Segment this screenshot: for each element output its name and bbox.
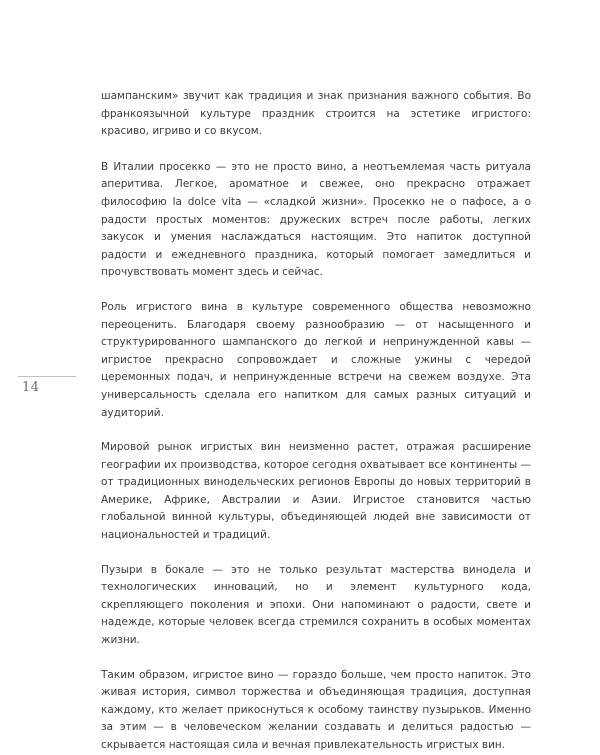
body-text <box>101 88 531 755</box>
paragraph: Роль игристого вина в культуре современного общества невозможно переоценить. Благодаря своему разнообразию — от насыщенного и структурированного шампанского до легкой и непринужденной кавы — игристое прекрасно сопровождает и сложные ужины с чередой церемонных подач, и непринужденные встречи на свежем воздухе. Эта универсальность сделала его напитком для самых разных ситуаций и аудиторий. <box>101 300 531 419</box>
paragraph: В Италии просекко — это не просто вино, а неотъемлемая часть ритуала аперитива. Легкое, ароматное и свежее, оно прекрасно отражает философию la dolce vita — «сладкой жизни». Просекко не о пафосе, а о радости простых моментов: дружеских встреч после работы, легких закусок и умения наслаждаться настоящим. Это напиток доступной радости и ежедневного праздника, который помогает замедлиться и прочувствовать момент здесь и сейчас. <box>101 160 531 279</box>
paragraph: шампанским» звучит как традиция и знак признания важного события. Во франкоязычной культуре праздник строится на эстетике игристого: красиво, игриво и со вкусом. <box>101 90 531 138</box>
page-number: 14 <box>22 380 40 395</box>
paragraph: Таким образом, игристое вино — гораздо больше, чем просто напиток. Это живая история, символ торжества и объединяющая традиция, доступная каждому, кто желает прикоснуться к особому таинству пузырьков. Именно за этим — в человеческом желании создавать и делиться радостью — скрывается настоящая сила и вечная привлекательность игристых вин. <box>101 668 531 751</box>
paragraph: Мировой рынок игристых вин неизменно растет, отражая расширение географии их производства, которое сегодня охватывает все континенты — от традиционных винодельческих регионов Европы до новых территорий в Америке, Африке, Австралии и Азии. Игристое становится частью глобальной винной культуры, объединяющей людей вне зависимости от национальностей и традиций. <box>101 441 531 542</box>
paragraph: Пузыри в бокале — это не только результат мастерства винодела и технологических инноваций, но и элемент культурного кода, скрепляющего поколения и эпохи. Они напоминают о радости, свете и надежде, которые человек всегда стремился сохранить в особых моментах жизни. <box>101 563 531 647</box>
margin-rule <box>18 376 76 377</box>
